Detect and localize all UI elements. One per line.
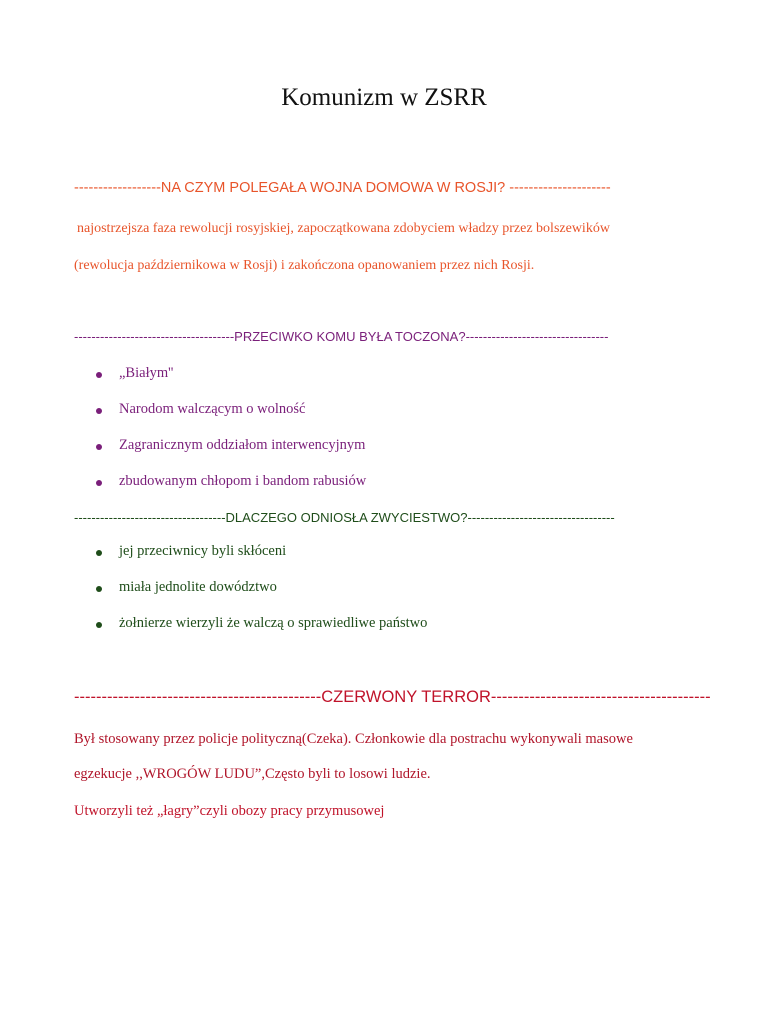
bullet-icon — [96, 372, 102, 378]
bullet-icon — [96, 622, 102, 628]
page-title: Komunizm w ZSRR — [281, 84, 487, 111]
bullet-icon — [96, 444, 102, 450]
bullet-icon — [96, 550, 102, 556]
bullet-icon — [96, 586, 102, 592]
section-heading-civil-war: ------------------NA CZYM POLEGAŁA WOJNA DOMOWA W ROSJI? --------------------- — [74, 180, 611, 196]
section-heading-red-terror: ---------------------------------------------CZERWONY TERROR---------------------------------------- — [74, 688, 711, 706]
section-paragraph-line: Był stosowany przez policje polityczną(Czeka). Członkowie dla postrachu wykonywali masowe — [74, 731, 633, 747]
section-heading-why-victory: -----------------------------------DLACZEGO ODNIOSŁA ZWYCIESTWO?---------------------------------- — [74, 510, 615, 525]
section-paragraph-line: Utworzyli też „łagry”czyli obozy pracy przymusowej — [74, 803, 385, 819]
section-paragraph-line: (rewolucja październikowa w Rosji) i zakończona opanowaniem przez nich Rosji. — [74, 258, 535, 273]
section-paragraph-line: egzekucje ,,WROGÓW LUDU”,Często byli to losowi ludzie. — [74, 766, 431, 782]
bullet-icon — [96, 408, 102, 414]
section-heading-against-whom: -------------------------------------PRZECIWKO KOMU BYŁA TOCZONA?--------------------------------- — [74, 329, 609, 344]
bullet-icon — [96, 480, 102, 486]
section-paragraph-line: najostrzejsza faza rewolucji rosyjskiej, zapoczątkowana zdobyciem władzy przez bolszewików — [77, 221, 610, 236]
document-page: Komunizm w ZSRR ------------------NA CZYM POLEGAŁA WOJNA DOMOWA W ROSJI? --------------------- najostrzejsza faza rewolucji rosyjskiej, zapoczątkowana zdobyciem władzy przez bolszewików (rewolucja październikowa w Rosji) i zakończona opanowaniem przez nich Rosji. -------------------------------------PRZECIWKO KOMU BYŁA TOCZONA?--------------------------------- „Białym'' Narodom walczącym o wolność Zagranicznym oddziałom interwencyjnym zbudowanym chłopom i bandom rabusiów -----------------------------------DLACZEGO ODNIOSŁA ZWYCIESTWO?---------------------------------- jej przeciwnicy byli skłóceni miała jednolite dowództwo żołnierze wierzyli że walczą o sprawiedliwe państwo ---------------------------------------------CZERWONY TERROR---------------------------------------- Był stosowany przez policje polityczną(Czeka). Członkowie dla postrachu wykonywali masowe egzekucje ,,WROGÓW LUDU”,Często byli to losowi ludzie. Utworzyli też „łagry”czyli obozy pracy przymusowej — [0, 0, 768, 1024]
